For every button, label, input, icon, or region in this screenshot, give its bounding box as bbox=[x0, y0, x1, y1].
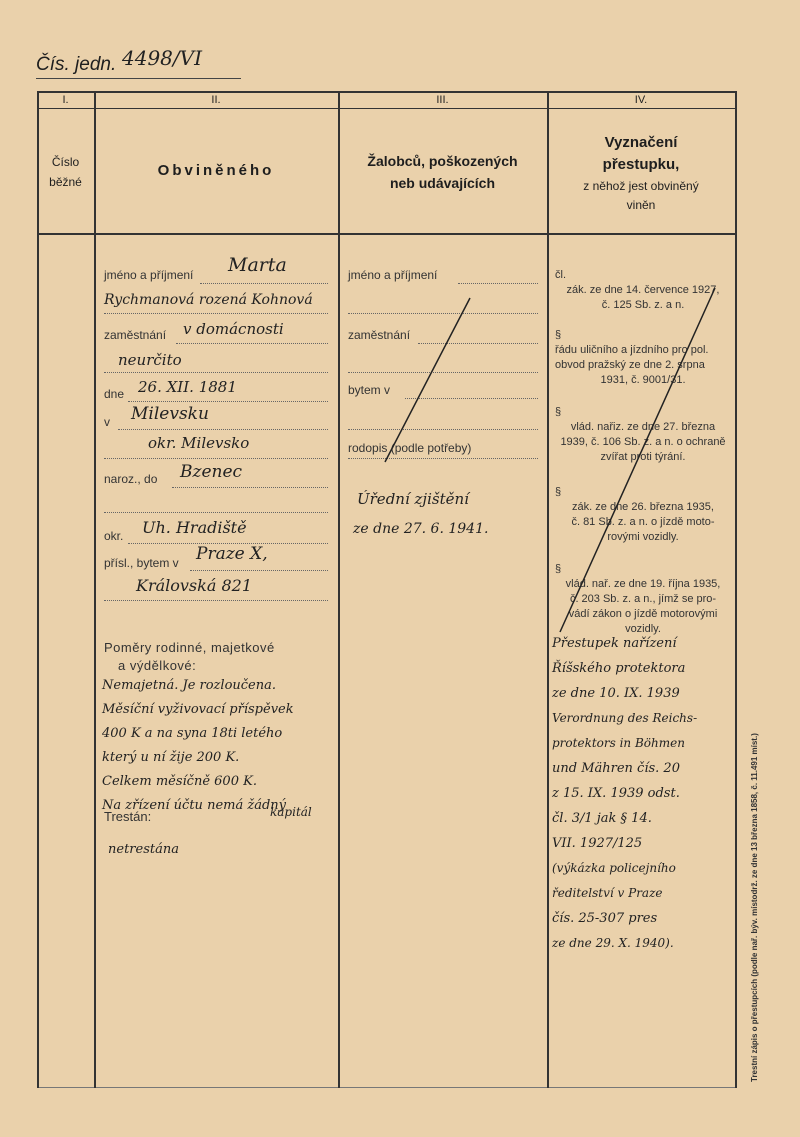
punished-value: netrestána bbox=[108, 842, 179, 857]
offense-line: VII. 1927/125 bbox=[552, 836, 643, 851]
offense-line: und Mähren čís. 20 bbox=[552, 761, 680, 776]
plaintiff-pedigree-label: rodopis (podle potřeby) bbox=[348, 441, 472, 455]
header-cislo-bezne: Číslo běžné bbox=[49, 155, 82, 189]
reference-underline bbox=[36, 78, 241, 79]
accused-date-label: dne bbox=[104, 387, 125, 401]
offense-line: protektors in Böhmen bbox=[552, 736, 685, 750]
accused-district-label: okr. bbox=[104, 529, 124, 543]
column-number-2: II. bbox=[211, 94, 221, 106]
offense-line: ze dne 29. X. 1940). bbox=[552, 936, 674, 950]
family-line: Měsíční vyživovací příspěvek bbox=[102, 702, 294, 717]
family-line: 400 K a na syna 18ti letého bbox=[102, 726, 283, 741]
plaintiff-note-1: Úřední zjištění bbox=[357, 490, 469, 508]
accused-district: Uh. Hradiště bbox=[142, 518, 247, 537]
family-conditions-text bbox=[102, 678, 338, 822]
offense-line: Říšského protektora bbox=[552, 661, 686, 676]
side-note: Trestní zápis o přestupcích (podle nař. býv. místodrž. ze dne 13 března 1858, č. 11.491 míst.) bbox=[750, 733, 759, 1082]
plaintiff-name-label: jméno a příjmení bbox=[348, 268, 438, 282]
offense-line: ředitelství v Praze bbox=[552, 886, 663, 900]
plaintiff-note-2: ze dne 27. 6. 1941. bbox=[353, 521, 489, 537]
header-obvineneho: Obviněného bbox=[157, 162, 275, 179]
cancellation-stroke bbox=[340, 280, 490, 480]
column-number-3: III. bbox=[436, 94, 449, 106]
accused-name-label: jméno a příjmení bbox=[104, 268, 194, 282]
reference-value: 4498/VI bbox=[122, 46, 202, 70]
accused-name-full: Rychmanová rozená Kohnová bbox=[104, 292, 313, 308]
column-number-4: IV. bbox=[634, 94, 648, 106]
offense-line: z 15. IX. 1939 odst. bbox=[552, 786, 680, 801]
family-line: Celkem měsíčně 600 K. bbox=[102, 774, 257, 789]
offense-line: Přestupek nařízení bbox=[552, 636, 677, 651]
accused-district-hw: okr. Milevsko bbox=[148, 434, 250, 452]
family-conditions-label: Poměry rodinné, majetkové a výdělkové: bbox=[104, 640, 275, 673]
accused-birth-date: 26. XII. 1881 bbox=[138, 378, 237, 396]
accused-occupation-1: v domácnosti bbox=[183, 320, 284, 338]
cancellation-stroke bbox=[550, 260, 740, 640]
offense-motor-vehicles-law: § zák. ze dne 26. března 1935, č. 81 Sb. z. a n. o jízdě moto- rovými vozidly. bbox=[555, 486, 715, 543]
reference-label: Čís. jedn. bbox=[36, 54, 117, 75]
accused-name-first: Marta bbox=[228, 254, 287, 276]
offense-line: čl. 3/1 jak § 14. bbox=[552, 811, 652, 826]
punished-label: Trestán: bbox=[104, 809, 152, 824]
reference-number bbox=[36, 46, 246, 80]
header-vyznaceni: Vyznačení přestupku, z něhož jest obviněný viněn bbox=[583, 134, 699, 212]
offense-law-1927: čl. zák. ze dne 14. července 1927, č. 125 Sb. z. a n. bbox=[555, 269, 720, 311]
column-number-1: I. bbox=[62, 94, 69, 106]
accused-street: Královská 821 bbox=[136, 576, 252, 595]
family-line: Na zřízení účtu nemá žádný bbox=[102, 798, 286, 813]
accused-occupation-label: zaměstnání bbox=[104, 328, 167, 342]
offense-animal-protection: § vlád. nařiz. ze dne 27. března 1939, č. 106 Sb. z. a n. o ochraně zvířat proti týrání. bbox=[555, 406, 726, 463]
accused-occupation-2: neurčito bbox=[118, 351, 182, 369]
offense-motor-vehicles-decree: § vlád. nař. ze dne 19. října 1935, č. 203 Sb. z. a n., jímž se pro- vádí zákon o jízdě motorovými vozidly. bbox=[555, 563, 721, 635]
offense-line: ze dne 10. IX. 1939 bbox=[552, 686, 680, 701]
offense-street-order: § řádu uličního a jízdního pro pol. obvod pražský ze dne 2. srpna 1931, č. 9001/31. bbox=[555, 329, 709, 386]
accused-residence: Praze X, bbox=[196, 544, 268, 564]
offense-line: (výkázka policejního bbox=[552, 861, 676, 875]
accused-birthplace: Bzenec bbox=[180, 462, 243, 482]
family-line: Nemajetná. Je rozloučena. bbox=[102, 678, 276, 693]
offense-line: Verordnung des Reichs- bbox=[552, 711, 698, 725]
accused-in-label: v bbox=[104, 415, 110, 429]
punished-note: kapitál bbox=[270, 805, 312, 819]
plaintiff-residence-label: bytem v bbox=[348, 383, 391, 397]
offense-line: čís. 25-307 pres bbox=[552, 911, 658, 926]
plaintiff-occupation-label: zaměstnání bbox=[348, 328, 411, 342]
header-zalobcu: Žalobců, poškozených neb udávajících bbox=[367, 153, 518, 191]
accused-residence-label: přísl., bytem v bbox=[104, 556, 179, 570]
accused-birthplace-label: naroz., do bbox=[104, 472, 158, 486]
family-line: který u ní žije 200 K. bbox=[102, 750, 240, 765]
offense-handwritten bbox=[552, 636, 734, 961]
accused-town: Milevsku bbox=[131, 404, 209, 424]
